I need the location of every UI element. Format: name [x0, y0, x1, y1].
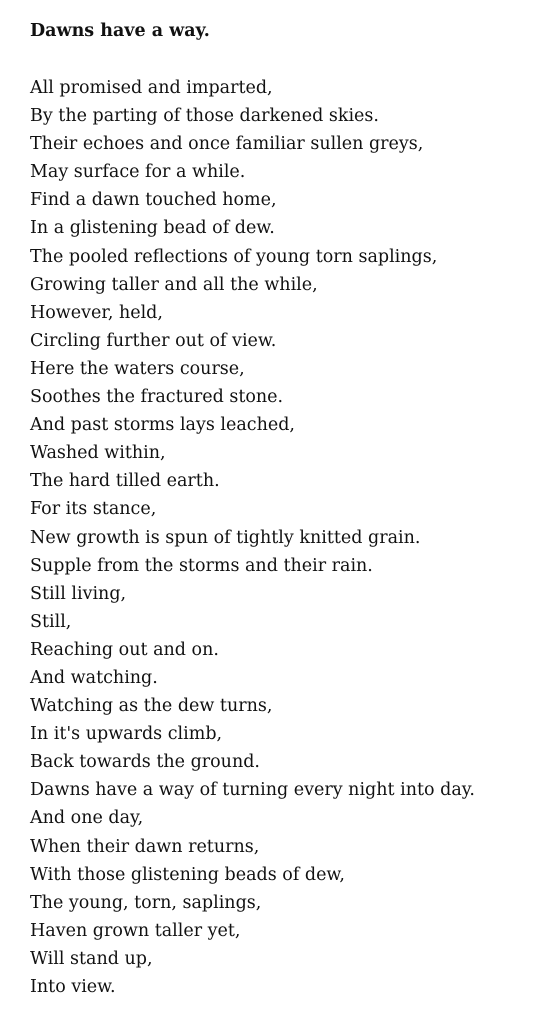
poem-line: Washed within, — [30, 443, 166, 464]
poem-line: And past storms lays leached, — [30, 415, 295, 436]
poem-line: In a glistening bead of dew. — [30, 218, 275, 239]
poem-line: Back towards the ground. — [30, 752, 260, 773]
poem-line: Dawns have a way of turning every night into day. — [30, 780, 475, 801]
poem-line: Growing taller and all the while, — [30, 274, 318, 295]
poem-line: Supple from the storms and their rain. — [30, 555, 373, 576]
poem-line: Still living, — [30, 583, 127, 604]
poem-line: The hard tilled earth. — [30, 471, 220, 492]
poem-line: Still, — [30, 611, 72, 632]
poem-title: Dawns have a way. — [30, 21, 210, 41]
poem-line: By the parting of those darkened skies. — [30, 106, 379, 127]
poem-line: Here the waters course, — [30, 358, 245, 379]
poem-line: In it's upwards climb, — [30, 724, 223, 745]
poem-line: Haven grown taller yet, — [30, 920, 241, 941]
poem-line: Watching as the dew turns, — [30, 696, 273, 717]
poem-line: However, held, — [30, 302, 163, 323]
poem-line: Their echoes and once familiar sullen greys, — [30, 134, 424, 155]
poem-line: For its stance, — [30, 499, 157, 520]
poem-line: Soothes the fractured stone. — [30, 387, 284, 408]
poem-line: New growth is spun of tightly knitted grain. — [30, 527, 421, 548]
poem-line: When their dawn returns, — [30, 836, 260, 857]
poem-line: Will stand up, — [30, 948, 153, 969]
poem-line: All promised and imparted, — [30, 78, 273, 98]
poem-line: And watching. — [30, 667, 158, 688]
poem-line: And one day, — [30, 808, 144, 829]
poem-body — [30, 74, 535, 1001]
poem-page — [30, 18, 535, 1001]
poem-line: Into view. — [30, 977, 116, 997]
poem-line: The pooled reflections of young torn saplings, — [30, 246, 438, 267]
poem-line: May surface for a while. — [30, 162, 246, 183]
poem-line: Find a dawn touched home, — [30, 190, 277, 211]
poem-line: The young, torn, saplings, — [30, 892, 262, 913]
poem-line: Reaching out and on. — [30, 639, 219, 660]
poem-line: Circling further out of view. — [30, 330, 277, 351]
poem-line: With those glistening beads of dew, — [30, 864, 345, 885]
